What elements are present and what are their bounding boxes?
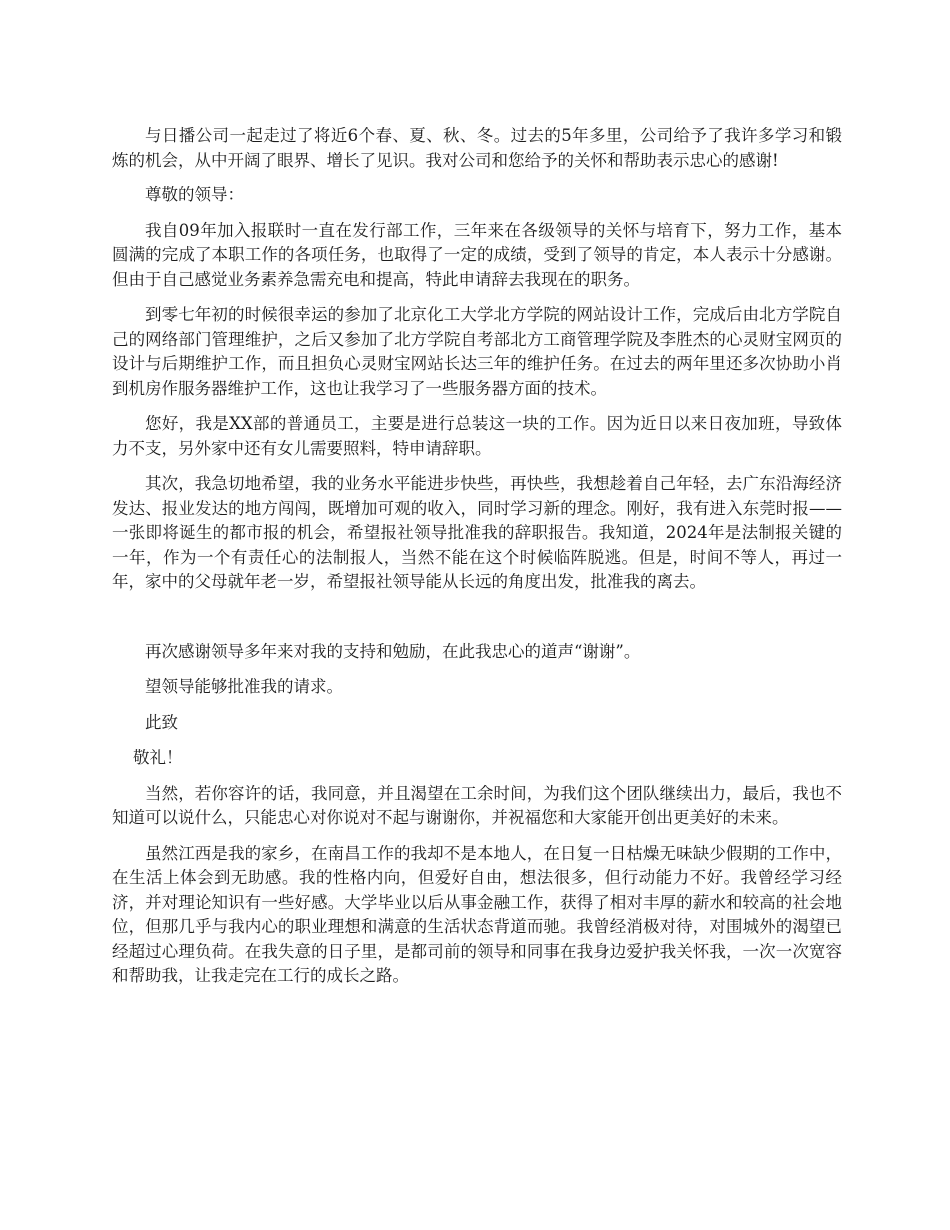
- paragraph-resignation: 我自09年加入报联时一直在发行部工作，三年来在各级领导的关怀与培育下，努力工作，基本圆满的完成了本职工作的各项任务，也取得了一定的成绩，受到了领导的肯定，本人表示十分感谢。但由于自己感觉业务素养急需充电和提高，特此申请辞去我现在的职务。: [112, 220, 842, 289]
- paragraph-background: 虽然江西是我的家乡，在南昌工作的我却不是本地人，在日复一日枯燥无味缺少假期的工作中，在生活上体会到无助感。我的性格内向，但爱好自由，想法很多，但行动能力不好。我曾经学习经济，并对理论知识有一些好感。大学毕业以后从事金融工作，获得了相对丰厚的薪水和较高的社会地位，但那几乎与我内心的职业理想和满意的生活状态背道而驰。我曾经消极对待，对围城外的渴望已经超过心理负荷。在我失意的日子里，是都司前的领导和同事在我身边爱护我关怀我，一次一次宽容和帮助我，让我走完在工行的成长之路。: [112, 843, 842, 985]
- paragraph-experience: 到零七年初的时候很幸运的参加了北京化工大学北方学院的网站设计工作，完成后由北方学院自己的网络部门管理维护，之后又参加了北方学院自考部北方工商管理学院及李胜杰的心灵财宝网页的设计与后期维护工作，而且担负心灵财宝网站长达三年的维护任务。在过去的两年里还多次协助小肖到机房作服务器维护工作，这也让我学习了一些服务器方面的技术。: [112, 305, 842, 398]
- closing-jingli: 敬礼！: [133, 748, 183, 767]
- paragraph-intro: 与日播公司一起走过了将近6个春、夏、秋、冬。过去的5年多里，公司给予了我许多学习和锻炼的机会，从中开阔了眼界、增长了见识。我对公司和您给予的关怀和帮助表示忠心的感谢!: [112, 126, 842, 170]
- paragraph-offer: 当然，若你容许的话，我同意，并且渴望在工余时间，为我们这个团队继续出力，最后，我也不知道可以说什么，只能忠心对你说对不起与谢谢你，并祝福您和大家能开创出更美好的未来。: [112, 783, 842, 827]
- closing-cizhi: 此致: [145, 712, 178, 732]
- salutation: 尊敬的领导：: [145, 185, 244, 204]
- paragraph-thanks: 再次感谢领导多年来对我的支持和勉励，在此我忠心的道声“谢谢”。: [145, 641, 641, 661]
- paragraph-request: 望领导能够批准我的请求。: [145, 677, 343, 696]
- paragraph-hope: 其次，我急切地希望，我的业务水平能进步快些，再快些，我想趁着自己年轻，去广东沿海经济发达、报业发达的地方闯闯，既增加可观的收入，同时学习新的理念。刚好，我有进入东莞时报——一张即将诞生的都市报的机会，希望报社领导批准我的辞职报告。我知道，2024年是法制报关键的一年，作为一个有责任心的法制报人，当然不能在这个时候临阵脱逃。但是，时间不等人，再过一年，家中的父母就年老一岁，希望报社领导能从长远的角度出发，批准我的离去。: [112, 474, 842, 591]
- paragraph-reason: 您好，我是XX部的普通员工，主要是进行总装这一块的工作。因为近日以来日夜加班，导致体力不支，另外家中还有女儿需要照料，特申请辞职。: [112, 414, 842, 458]
- document-body: [112, 124, 842, 1000]
